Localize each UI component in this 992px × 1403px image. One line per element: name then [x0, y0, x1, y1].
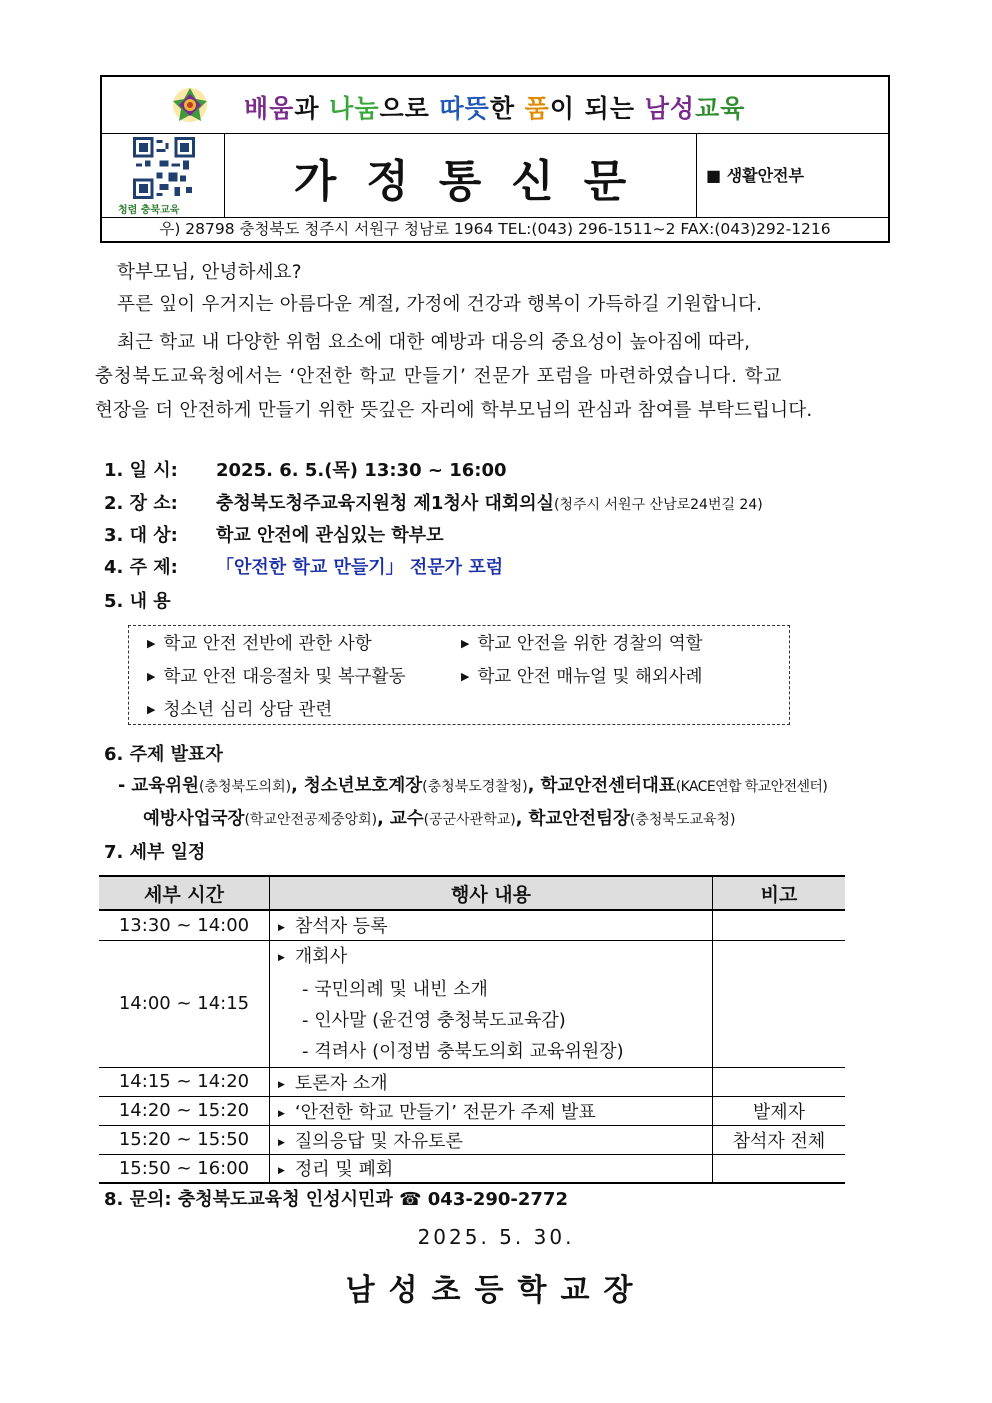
- content-text: 학교 안전을 위한 경찰의 역할: [477, 634, 703, 654]
- event-text: 참석자 등록: [294, 916, 388, 938]
- contact-phone: 043-290-2772: [427, 1189, 568, 1210]
- table-row: [99, 940, 845, 1067]
- time-cell: 13:30 ~ 14:00: [99, 910, 270, 940]
- table-row: [99, 1125, 845, 1154]
- column-header: 세부 시간: [99, 876, 270, 910]
- speakers-dash: -: [118, 776, 126, 796]
- speaker-role: 교육위원: [131, 776, 199, 796]
- letterhead: [100, 75, 890, 243]
- bullet-triangle-icon: ▶: [278, 1108, 285, 1119]
- signature: 남성초등학교장: [345, 1273, 647, 1308]
- slogan-segment: 따뜻: [439, 94, 490, 123]
- speaker-org: (KACE연합 학교안전센터): [675, 779, 828, 795]
- event-cell: [270, 1154, 713, 1183]
- time-cell: 15:50 ~ 16:00: [99, 1154, 270, 1183]
- speaker-org: (충청북도교육청): [629, 812, 736, 828]
- event-subitem: - 격려사 (이정범 충북도의회 교육위원장): [302, 1040, 624, 1062]
- event-cell: [270, 1125, 713, 1154]
- event-text: 정리 및 폐회: [294, 1159, 394, 1181]
- contact-line: [104, 1185, 568, 1211]
- table-row: [99, 1096, 845, 1125]
- note-cell: 참석자 전체: [713, 1125, 846, 1154]
- topic-label: 4. 주 제:: [104, 557, 178, 578]
- bullet-triangle-icon: ▶: [278, 952, 285, 963]
- speakers-line: 예방사업국장(학교안전공제중앙회), 교수(공군사관학교), 학교안전팀장(충청북도교육청): [143, 809, 736, 829]
- event-cell: [270, 1096, 713, 1125]
- slogan-segment: 남성: [644, 94, 695, 123]
- bullet-triangle-icon: ▶: [147, 637, 156, 650]
- time-cell: 14:20 ~ 15:20: [99, 1096, 270, 1125]
- intro-line: 푸른 잎이 우거지는 아름다운 계절, 가정에 건강과 행복이 가득하길 기원합니다.: [117, 294, 763, 315]
- target-value: 학교 안전에 관심있는 학부모: [216, 525, 444, 546]
- event-subitem: - 국민의례 및 내빈 소개: [302, 978, 488, 1000]
- contact-label: 8. 문의: 충청북도교육청 인성시민과: [104, 1189, 393, 1210]
- speaker-org: (충청북도의회): [198, 779, 292, 795]
- qr-code-icon: [122, 137, 206, 199]
- event-text: ‘안전한 학교 만들기’ 전문가 주제 발표: [294, 1101, 596, 1123]
- speaker-org: (충청북도경찰청): [422, 779, 528, 795]
- date-label: 1. 일 시:: [104, 460, 178, 481]
- content-item: [147, 630, 372, 655]
- table-row: [99, 1154, 845, 1183]
- event-date: [104, 456, 507, 482]
- table-header-row: [99, 876, 845, 910]
- bullet-triangle-icon: ▶: [278, 1166, 285, 1177]
- note-cell: [713, 910, 846, 940]
- slogan-segment: 교육: [695, 94, 746, 123]
- page-title: 가정통신문: [293, 156, 657, 207]
- slogan-row: [102, 77, 888, 134]
- content-item: [461, 663, 703, 688]
- content-text: 청소년 심리 상담 관련: [163, 700, 333, 720]
- title-cell: [224, 133, 697, 217]
- qr-caption: 청렴 충북교육: [118, 205, 180, 216]
- content-text: 학교 안전 매뉴얼 및 해외사례: [477, 667, 703, 687]
- greeting: 학부모님, 안녕하세요?: [117, 262, 302, 283]
- event-content-heading: 5. 내 용: [104, 591, 171, 612]
- event-text: 개회사: [294, 945, 348, 967]
- intro-line: 현장을 더 안전하게 만들기 위한 뜻깊은 자리에 학부모님의 관심과 참여를 부탁드립니다.: [95, 400, 813, 421]
- qr-cell: [102, 133, 225, 217]
- intro-line: 충청북도교육청에서는 ‘안전한 학교 만들기’ 전문가 포럼을 마련하였습니다. 학교: [95, 366, 783, 387]
- bullet-triangle-icon: ▶: [461, 637, 470, 650]
- time-cell: 15:20 ~ 15:50: [99, 1125, 270, 1154]
- speaker-role: 예방사업국장: [143, 809, 245, 829]
- content-box: [128, 625, 790, 725]
- phone-icon: ☎: [399, 1189, 422, 1210]
- content-item: [461, 630, 703, 655]
- event-cell: [270, 1067, 713, 1096]
- bullet-triangle-icon: ▶: [278, 1137, 285, 1148]
- schedule-table: [99, 875, 845, 1184]
- bullet-triangle-icon: ▶: [147, 670, 156, 683]
- note-cell: 발제자: [713, 1096, 846, 1125]
- event-text: 질의응답 및 자유토론: [294, 1130, 463, 1152]
- speaker-org: (공군사관학교): [423, 812, 516, 828]
- speakers-line: - 교육위원(충청북도의회), 청소년보호계장(충청북도경찰청), 학교안전센터대표(KACE연합 학교안전센터): [118, 776, 828, 796]
- table-row: [99, 1067, 845, 1096]
- school-emblem-icon: [170, 85, 210, 125]
- bullet-triangle-icon: ▶: [278, 923, 285, 934]
- note-cell: [713, 1154, 846, 1183]
- content-text: 학교 안전 전반에 관한 사항: [163, 634, 372, 654]
- speaker-role: 학교안전팀장: [528, 809, 630, 829]
- column-header: 행사 내용: [270, 876, 713, 910]
- speaker-role: 교수: [389, 809, 424, 829]
- note-cell: [713, 940, 846, 1067]
- slogan-segment: 한: [489, 94, 525, 123]
- date-value: 2025. 6. 5.(목) 13:30 ~ 16:00: [216, 460, 507, 481]
- schedule-heading: 7. 세부 일정: [104, 842, 206, 863]
- slogan-segment: 과: [294, 94, 330, 123]
- bullet-triangle-icon: ▶: [461, 670, 470, 683]
- event-main: [278, 941, 712, 974]
- department-label: ■ 생활안전부: [706, 166, 804, 185]
- event-text: 토론자 소개: [294, 1072, 388, 1094]
- slogan-segment: 이 되는: [549, 94, 645, 123]
- speaker-role: 학교안전센터대표: [540, 776, 676, 796]
- event-place: [104, 489, 763, 515]
- speakers-heading: 6. 주제 발표자: [104, 744, 223, 765]
- speaker-role: 청소년보호계장: [303, 776, 423, 796]
- school-address: 우) 28798 충청북도 청주시 서원구 청남로 1964 TEL:(043) 296-1511~2 FAX:(043)292-1216: [159, 220, 831, 238]
- place-label: 2. 장 소:: [104, 493, 178, 514]
- time-cell: 14:15 ~ 14:20: [99, 1067, 270, 1096]
- speaker-org: (학교안전공제중앙회): [244, 812, 378, 828]
- content-item: [147, 663, 405, 688]
- slogan-segment: 품: [524, 94, 550, 123]
- issue-date: 2025. 5. 30.: [417, 1225, 575, 1249]
- school-slogan: [244, 89, 745, 125]
- bullet-triangle-icon: ▶: [278, 1079, 285, 1090]
- place-value: 충청북도청주교육지원청 제1청사 대회의실: [216, 493, 555, 514]
- bullet-triangle-icon: ▶: [147, 703, 156, 716]
- time-cell: 14:00 ~ 14:15: [99, 940, 270, 1067]
- event-topic: [104, 553, 503, 579]
- place-detail: (청주시 서원구 산남로24번길 24): [554, 497, 763, 513]
- table-row: [99, 910, 845, 940]
- event-cell: [270, 910, 713, 940]
- event-cell: [270, 940, 713, 1067]
- slogan-segment: 배움: [244, 94, 295, 123]
- slogan-segment: 나눔: [329, 94, 380, 123]
- topic-value: 「안전한 학교 만들기」 전문가 포럼: [216, 557, 504, 578]
- content-item: [147, 696, 332, 721]
- column-header: 비고: [713, 876, 846, 910]
- target-label: 3. 대 상:: [104, 525, 178, 546]
- title-row: [102, 133, 888, 218]
- note-cell: [713, 1067, 846, 1096]
- intro-line: 최근 학교 내 다양한 위험 요소에 대한 예방과 대응의 중요성이 높아짐에 따라,: [117, 332, 751, 353]
- content-text: 학교 안전 대응절차 및 복구활동: [163, 667, 406, 687]
- slogan-segment: 으로: [379, 94, 440, 123]
- event-subitem: - 인사말 (윤건영 충청북도교육감): [302, 1009, 566, 1031]
- event-target: [104, 521, 443, 547]
